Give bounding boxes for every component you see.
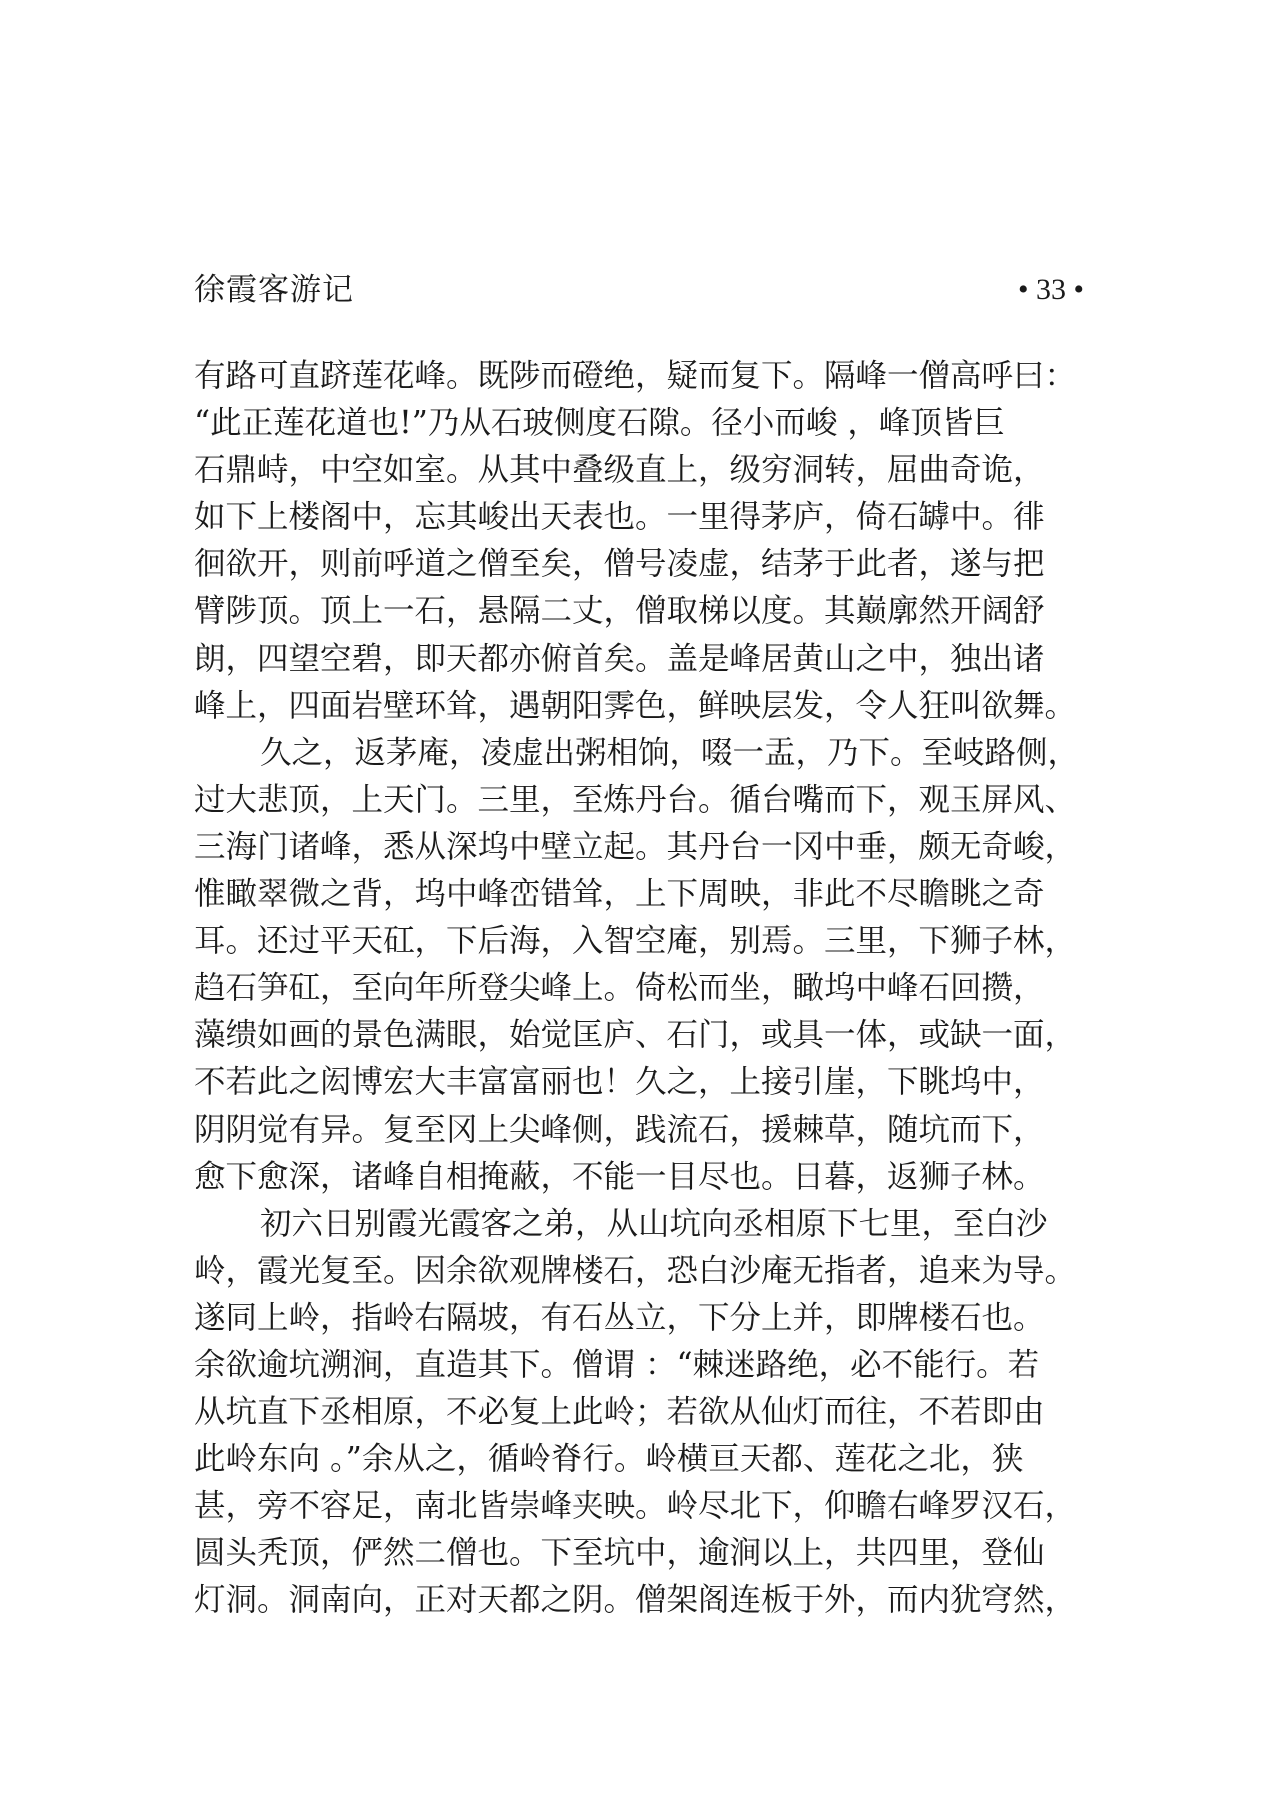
text-line: 过大悲顶，上天门。三里，至炼丹台。循台嘴而下，观玉屏风、 <box>194 781 1077 818</box>
text-line: 石鼎峙，中空如室。从其中叠级直上，级穷洞转，屈曲奇诡， <box>194 452 1045 489</box>
paragraph-first-line: 久之，返茅庵，凌虚出粥相饷，啜一盂，乃下。至岐路侧， <box>260 734 1080 771</box>
text-line: 从坑直下丞相原，不必复上此岭；若欲从仙灯而往，不若即由 <box>194 1394 1045 1431</box>
text-line: 惟瞰翠微之背，坞中峰峦错耸，上下周映，非此不尽瞻眺之奇 <box>194 876 1045 913</box>
text-line: 灯洞。洞南向，正对天都之阴。僧架阁连板于外，而内犹穹然， <box>194 1582 1077 1619</box>
text-line: 不若此之闳博宏大丰富富丽也！久之，上接引崖，下眺坞中， <box>194 1064 1045 1101</box>
page-number: • 33 • <box>1017 273 1084 306</box>
text-line: 圆头秃顶，俨然二僧也。下至坑中，逾涧以上，共四里，登仙 <box>194 1535 1045 1572</box>
text-line: 臂陟顶。顶上一石，悬隔二丈，僧取梯以度。其巅廓然开阔舒 <box>194 593 1045 630</box>
text-line: 峰上，四面岩壁环耸，遇朝阳霁色，鲜映层发，令人狂叫欲舞。 <box>194 687 1077 724</box>
running-title: 徐霞客游记 <box>194 272 354 308</box>
text-line: 甚，旁不容足，南北皆崇峰夹映。岭尽北下，仰瞻右峰罗汉石， <box>194 1488 1077 1525</box>
text-line: 余欲逾坑溯涧，直造其下。僧谓 ：“棘迷路绝，必不能行。若 <box>194 1346 1040 1383</box>
text-line: 愈下愈深，诸峰自相掩蔽，不能一目尽也。日暮，返狮子林。 <box>194 1158 1045 1195</box>
text-line: 此岭东向 。”余从之，循岭脊行。岭横亘天都、莲花之北，狭 <box>194 1441 1024 1478</box>
text-line: 徊欲开，则前呼道之僧至矣，僧号凌虚，结茅于此者，遂与把 <box>194 546 1045 583</box>
paragraph-first-line: 初六日别霞光霞客之弟，从山坑向丞相原下七里，至白沙 <box>260 1205 1048 1242</box>
page-header <box>194 268 1084 312</box>
text-line: 有路可直跻莲花峰。既陟而磴绝，疑而复下。隔峰一僧高呼曰： <box>194 358 1077 394</box>
text-line: 岭，霞光复至。因余欲观牌楼石，恐白沙庵无指者，追来为导。 <box>194 1252 1077 1289</box>
text-line: 如下上楼阁中，忘其峻出天表也。一里得茅庐，倚石罅中。徘 <box>194 499 1045 536</box>
text-line: 藻缋如画的景色满眼，始觉匡庐、石门，或具一体，或缺一面， <box>194 1017 1077 1054</box>
text-line: 阴阴觉有异。复至冈上尖峰侧，践流石，援棘草，随坑而下， <box>194 1111 1045 1148</box>
text-line: “此正莲花道也!”乃从石玻侧度石隙。径小而峻 ，峰顶皆巨 <box>194 405 1005 442</box>
text-line: 三海门诸峰，悉从深坞中壁立起。其丹台一冈中垂，颇无奇峻， <box>194 828 1077 865</box>
text-line: 遂同上岭，指岭右隔坡，有石丛立，下分上并，即牌楼石也。 <box>194 1299 1045 1336</box>
text-line: 朗，四望空碧，即天都亦俯首矣。盖是峰居黄山之中，独出诸 <box>194 640 1045 677</box>
text-line: 耳。还过平天矼，下后海，入智空庵，别焉。三里，下狮子林， <box>194 923 1077 960</box>
body-text <box>194 353 1084 1625</box>
text-line: 趋石笋矼，至向年所登尖峰上。倚松而坐，瞰坞中峰石回攒， <box>194 970 1045 1007</box>
